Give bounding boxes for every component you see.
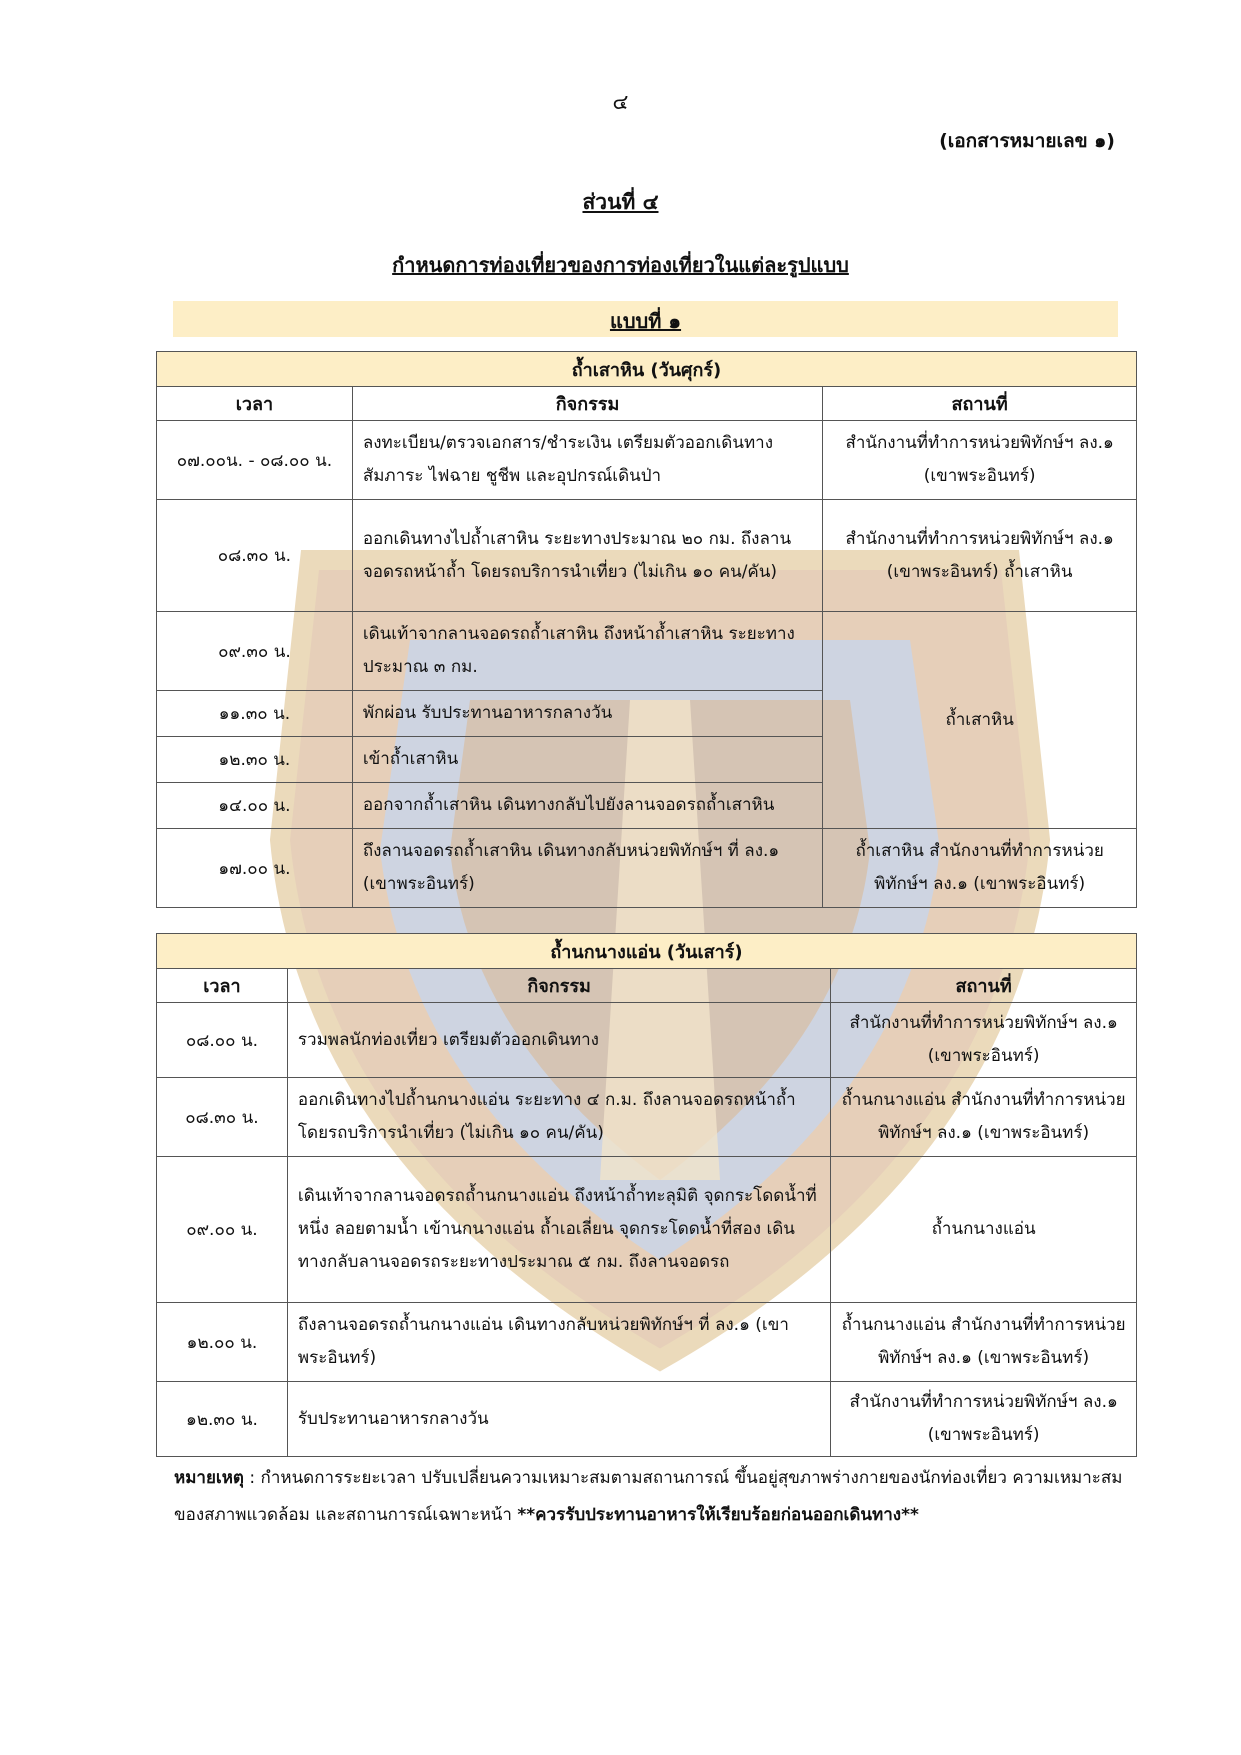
table-row [157, 829, 1137, 908]
table-row [157, 1382, 1137, 1457]
table-row [157, 1157, 1137, 1303]
time-cell: ๐๗.๐๐น. - ๐๘.๐๐ น. [157, 421, 353, 500]
activity-cell: ถึงลานจอดรถถ้ำนกนางแอ่น เดินทางกลับหน่วยพิทักษ์ฯ ที่ ลง.๑ (เขาพระอินทร์) [287, 1303, 830, 1382]
variant-title: แบบที่ ๑ [173, 301, 1118, 337]
activity-cell: ถึงลานจอดรถถ้ำเสาหิน เดินทางกลับหน่วยพิทักษ์ฯ ที่ ลง.๑ (เขาพระอินทร์) [352, 829, 822, 908]
table-row [157, 612, 1137, 691]
time-cell: ๑๑.๓๐ น. [157, 691, 353, 737]
place-cell: สำนักงานที่ทำการหน่วยพิทักษ์ฯ ลง.๑ (เขาพระอินทร์) [831, 1003, 1137, 1078]
table-caption: ถ้ำนกนางแอ่น (วันเสาร์) [157, 934, 1137, 969]
place-cell: ถ้ำนกนางแอ่น [831, 1157, 1137, 1303]
footnote-emphasis: **ควรรับประทานอาหารให้เรียบร้อยก่อนออกเดินทาง** [517, 1505, 919, 1525]
column-header-place: สถานที่ [831, 969, 1137, 1003]
table-row [157, 421, 1137, 500]
column-header-activity: กิจกรรม [287, 969, 830, 1003]
column-header-place: สถานที่ [823, 387, 1137, 421]
page-title: กำหนดการท่องเที่ยวของการท่องเที่ยวในแต่ละรูปแบบ [392, 253, 849, 277]
place-cell: สำนักงานที่ทำการหน่วยพิทักษ์ฯ ลง.๑ (เขาพระอินทร์) [823, 421, 1137, 500]
table-row [157, 1078, 1137, 1157]
schedule-table-sao-hin [156, 351, 1137, 908]
time-cell: ๑๗.๐๐ น. [157, 829, 353, 908]
activity-cell: รวมพลนักท่องเที่ยว เตรียมตัวออกเดินทาง [287, 1003, 830, 1078]
time-cell: ๐๘.๐๐ น. [157, 1003, 288, 1078]
time-cell: ๐๘.๓๐ น. [157, 500, 353, 612]
activity-cell: ลงทะเบียน/ตรวจเอกสาร/ชำระเงิน เตรียมตัวออกเดินทาง สัมภาระ ไฟฉาย ชูชีพ และอุปกรณ์เดินป่า [352, 421, 822, 500]
time-cell: ๑๒.๓๐ น. [157, 1382, 288, 1457]
place-cell: ถ้ำนกนางแอ่น สำนักงานที่ทำการหน่วยพิทักษ์ฯ ลง.๑ (เขาพระอินทร์) [831, 1303, 1137, 1382]
activity-cell: ออกเดินทางไปถ้ำเสาหิน ระยะทางประมาณ ๒๐ กม. ถึงลานจอดรถหน้าถ้ำ โดยรถบริการนำเที่ยว (ไม่เกิน ๑๐ คน/คัน) [352, 500, 822, 612]
footnote [174, 1460, 1134, 1534]
activity-cell: พักผ่อน รับประทานอาหารกลางวัน [352, 691, 822, 737]
table-row [157, 1003, 1137, 1078]
footnote-label: หมายเหตุ [174, 1468, 244, 1488]
table-caption: ถ้ำเสาหิน (วันศุกร์) [157, 352, 1137, 387]
page-number: ๔ [612, 90, 629, 114]
column-header-time: เวลา [157, 969, 288, 1003]
table-row [157, 500, 1137, 612]
column-header-time: เวลา [157, 387, 353, 421]
activity-cell: เข้าถ้ำเสาหิน [352, 737, 822, 783]
activity-cell: ออกจากถ้ำเสาหิน เดินทางกลับไปยังลานจอดรถถ้ำเสาหิน [352, 783, 822, 829]
section-title: ส่วนที่ ๔ [582, 190, 659, 214]
time-cell: ๑๒.๐๐ น. [157, 1303, 288, 1382]
schedule-table-nok-nang-aen [156, 933, 1137, 1457]
table-row [157, 1303, 1137, 1382]
place-cell: สำนักงานที่ทำการหน่วยพิทักษ์ฯ ลง.๑ (เขาพระอินทร์) ถ้ำเสาหิน [823, 500, 1137, 612]
activity-cell: เดินเท้าจากลานจอดรถถ้ำเสาหิน ถึงหน้าถ้ำเสาหิน ระยะทาง ประมาณ ๓ กม. [352, 612, 822, 691]
activity-cell: ออกเดินทางไปถ้ำนกนางแอ่น ระยะทาง ๔ ก.ม. ถึงลานจอดรถหน้าถ้ำ โดยรถบริการนำเที่ยว (ไม่เกิน ๑๐ คน/คัน) [287, 1078, 830, 1157]
place-cell: ถ้ำเสาหิน สำนักงานที่ทำการหน่วยพิทักษ์ฯ ลง.๑ (เขาพระอินทร์) [823, 829, 1137, 908]
activity-cell: เดินเท้าจากลานจอดรถถ้ำนกนางแอ่น ถึงหน้าถ้ำทะลุมิติ จุดกระโดดน้ำที่หนึ่ง ลอยตามน้ำ เข้านกนางแอ่น ถ้ำเอเลี่ยน จุดกระโดดน้ำที่สอง เดินทางกลับลานจอดรถระยะทางประมาณ ๕ กม. ถึงลานจอดรถ [287, 1157, 830, 1303]
time-cell: ๐๙.๐๐ น. [157, 1157, 288, 1303]
column-header-activity: กิจกรรม [352, 387, 822, 421]
time-cell: ๑๒.๓๐ น. [157, 737, 353, 783]
document-reference: (เอกสารหมายเลข ๑) [939, 130, 1115, 152]
place-cell: ถ้ำนกนางแอ่น สำนักงานที่ทำการหน่วยพิทักษ์ฯ ลง.๑ (เขาพระอินทร์) [831, 1078, 1137, 1157]
place-cell-merged: ถ้ำเสาหิน [823, 612, 1137, 829]
time-cell: ๐๙.๓๐ น. [157, 612, 353, 691]
time-cell: ๑๔.๐๐ น. [157, 783, 353, 829]
place-cell: สำนักงานที่ทำการหน่วยพิทักษ์ฯ ลง.๑ (เขาพระอินทร์) [831, 1382, 1137, 1457]
footnote-text: : กำหนดการระยะเวลา ปรับเปลี่ยนความเหมาะสมตามสถานการณ์ ขึ้นอยู่สุขภาพร่างกายของนักท่องเที่ยว ความเหมาะสมของสภาพแวดล้อม และสถานการณ์เฉพาะหน้า [174, 1468, 1123, 1525]
activity-cell: รับประทานอาหารกลางวัน [287, 1382, 830, 1457]
time-cell: ๐๘.๓๐ น. [157, 1078, 288, 1157]
